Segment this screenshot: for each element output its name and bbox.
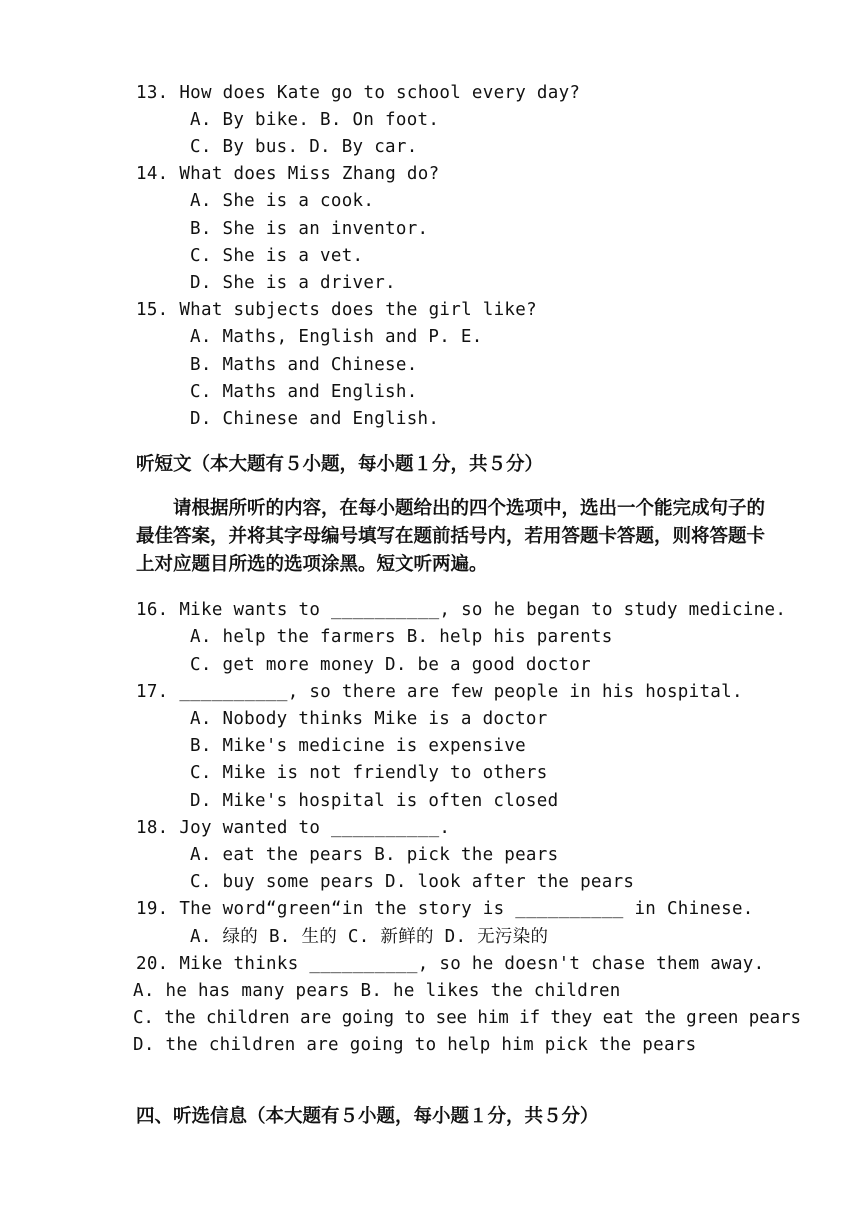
question-16-options-cd: C. get more money D. be a good doctor — [190, 655, 591, 675]
question-14: 14. What does Miss Zhang do? — [136, 164, 440, 184]
question-18-options-cd: C. buy some pears D. look after the pears — [190, 872, 635, 892]
question-17-option-c: C. Mike is not friendly to others — [190, 763, 548, 783]
question-17-option-b: B. Mike's medicine is expensive — [190, 736, 526, 756]
question-13-options-ab: A. By bike. B. On foot. — [190, 110, 440, 130]
question-20-options-ab: A. he has many pears B. he likes the children — [133, 981, 621, 1001]
question-15: 15. What subjects does the girl like? — [136, 300, 537, 320]
question-20-option-d: D. the children are going to help him pick the pears — [133, 1035, 697, 1055]
question-14-option-c: C. She is a vet. — [190, 246, 364, 266]
question-20: 20. Mike thinks __________, so he doesn't chase them away. — [136, 954, 765, 974]
section-four-heading: 四、听选信息（本大题有５小题，每小题１分，共５分） — [136, 1106, 599, 1127]
question-13: 13. How does Kate go to school every day? — [136, 83, 581, 103]
question-19: 19. The word“green“in the story is __________ in Chinese. — [136, 899, 754, 919]
section-passage-heading: 听短文（本大题有５小题，每小题１分，共５分） — [136, 454, 544, 475]
section-passage-instructions: 请根据所听的内容，在每小题给出的四个选项中，选出一个能完成句子的最佳答案，并将其字母编号填写在题前括号内，若用答题卡答题，则将答题卡上对应题目所选的选项涂黑。短文听两遍。 — [136, 498, 766, 575]
question-14-option-d: D. She is a driver. — [190, 273, 396, 293]
question-16-options-ab: A. help the farmers B. help his parents — [190, 627, 613, 647]
question-15-option-c: C. Maths and English. — [190, 382, 418, 402]
question-13-options-cd: C. By bus. D. By car. — [190, 137, 418, 157]
question-15-option-b: B. Maths and Chinese. — [190, 355, 418, 375]
question-20-option-c: C. the children are going to see him if they eat the green pears — [133, 1008, 801, 1028]
question-14-option-b: B. She is an inventor. — [190, 219, 429, 239]
question-19-options: A. 绿的 B. 生的 C. 新鲜的 D. 无污染的 — [190, 927, 549, 947]
question-15-option-d: D. Chinese and English. — [190, 409, 440, 429]
question-17-option-d: D. Mike's hospital is often closed — [190, 791, 559, 811]
question-17: 17. __________, so there are few people in his hospital. — [136, 682, 743, 702]
question-18: 18. Joy wanted to __________. — [136, 818, 451, 838]
question-18-options-ab: A. eat the pears B. pick the pears — [190, 845, 559, 865]
question-16: 16. Mike wants to __________, so he began to study medicine. — [136, 600, 787, 620]
question-14-option-a: A. She is a cook. — [190, 191, 375, 211]
question-15-option-a: A. Maths, English and P. E. — [190, 327, 483, 347]
question-17-option-a: A. Nobody thinks Mike is a doctor — [190, 709, 548, 729]
